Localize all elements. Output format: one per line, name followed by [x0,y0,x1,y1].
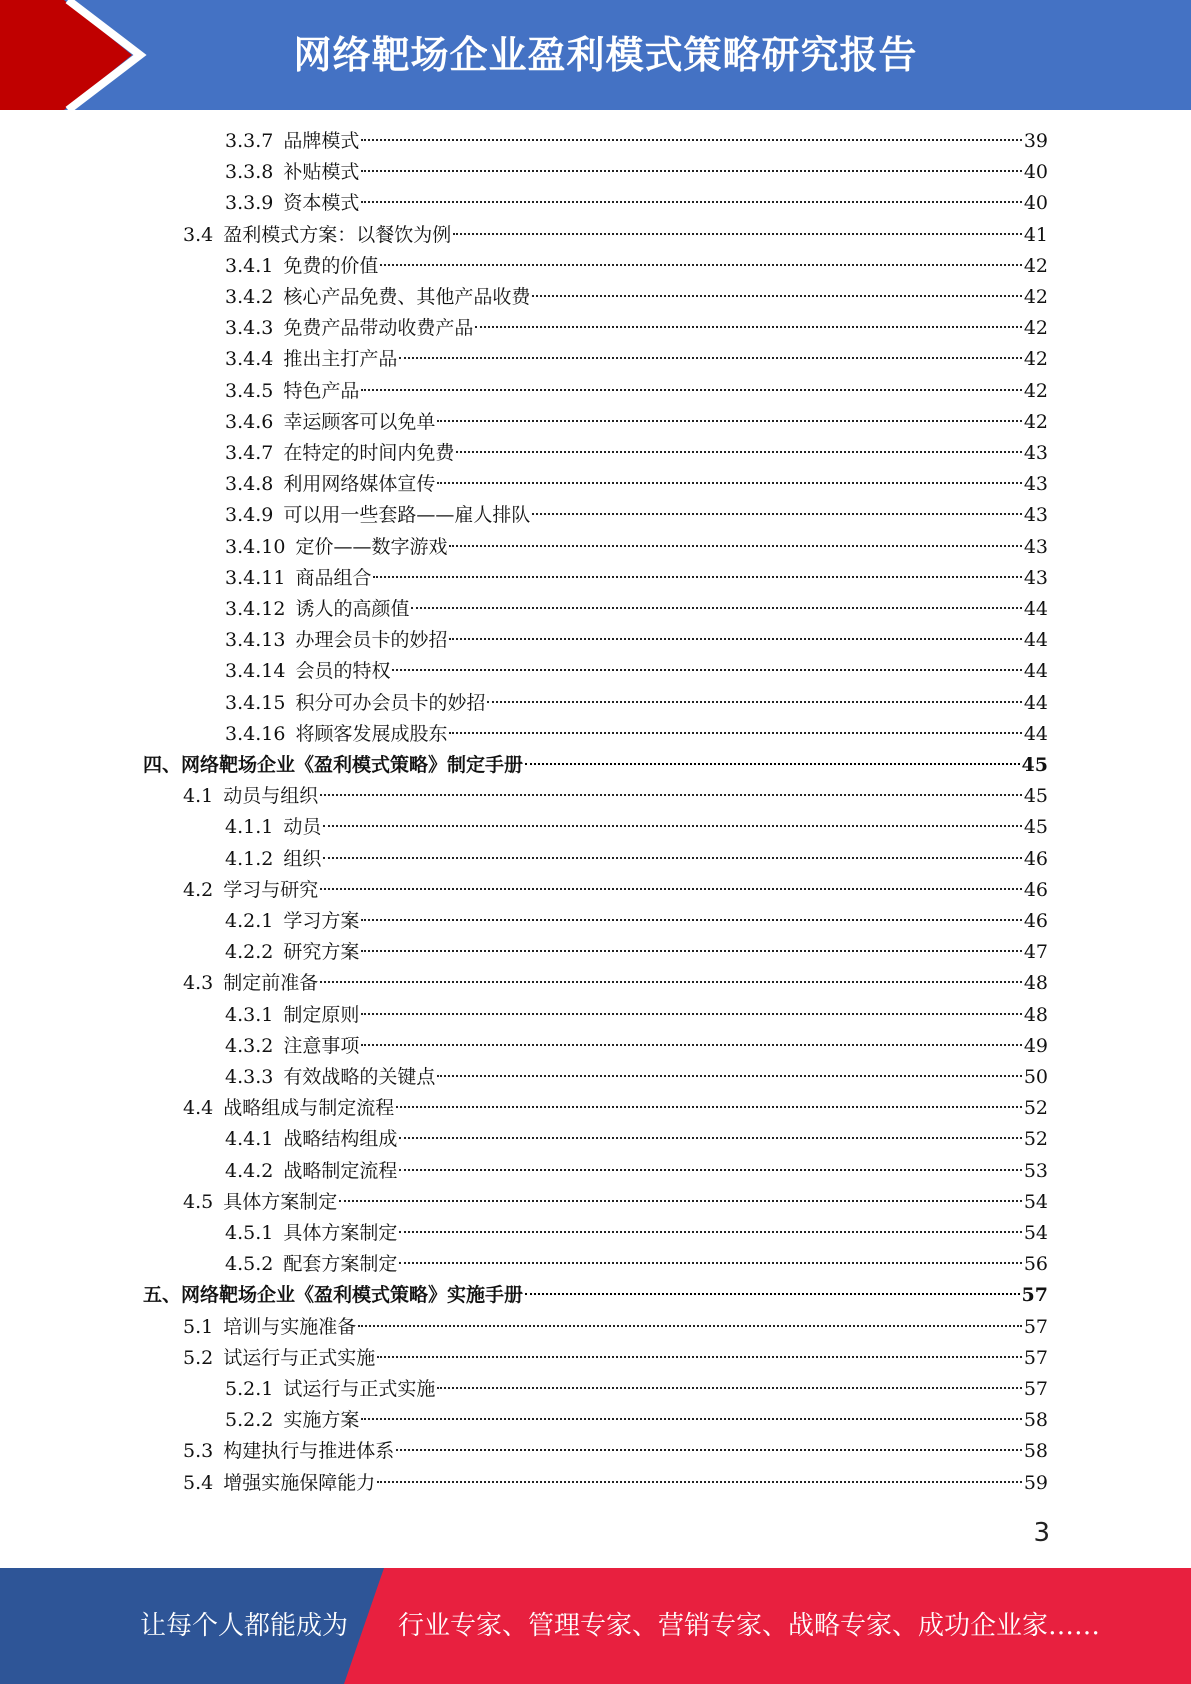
toc-entry-number: 3.4.5 [225,379,274,402]
toc-entry-title [183,220,451,251]
toc-entry[interactable] [225,376,1048,407]
toc-entry-label: 组织 [283,847,322,870]
toc-entry-number: 3.4.16 [225,722,286,745]
toc-entry[interactable] [225,1249,1048,1280]
toc-entry[interactable] [225,719,1048,750]
toc-entry[interactable] [225,563,1048,594]
toc-entry-number: 4.4 [183,1097,214,1120]
toc-page-number: 46 [1023,910,1048,932]
toc-entry-title [225,937,359,968]
toc-entry[interactable] [183,1187,1048,1218]
toc-page-number: 56 [1023,1253,1048,1276]
toc-entry-number: 5.1 [183,1315,214,1338]
toc-dot-leader [320,981,1022,983]
toc-dot-leader [399,1231,1021,1233]
toc-page-number: 53 [1023,1159,1048,1182]
toc-entry-label: 办理会员卡的妙招 [295,629,448,652]
toc-entry-title [225,1249,397,1280]
toc-page-number: 42 [1023,254,1048,277]
toc-entry-label: 网络靶场企业《盈利模式策略》制定手册 [181,754,524,776]
toc-entry[interactable] [225,625,1048,656]
toc-entry-label: 积分可办会员卡的妙招 [295,691,486,714]
toc-page-number: 40 [1023,161,1048,184]
toc-dot-leader [320,794,1022,796]
toc-entry-label: 定价——数字游戏 [295,535,448,558]
toc-entry-label: 制定前准备 [223,972,319,995]
toc-entry[interactable] [183,1436,1048,1467]
toc-entry-number: 3.4.13 [225,629,286,652]
toc-dot-leader [411,607,1021,609]
toc-entry-label: 资本模式 [283,192,360,215]
toc-entry[interactable] [225,812,1048,843]
toc-page-number: 42 [1023,379,1048,402]
toc-entry-number: 4.4.2 [225,1159,274,1182]
toc-entry-label: 实施方案 [283,1409,360,1432]
toc-entry-title [143,1280,523,1311]
toc-entry-number: 4.2 [183,878,214,901]
toc-entry-title [225,812,321,843]
toc-dot-leader [392,669,1021,671]
toc-dot-leader [449,545,1021,547]
toc-dot-leader [399,1137,1021,1139]
toc-entry-title [225,1124,397,1155]
toc-entry-number: 3.4.3 [225,317,274,340]
toc-entry-title [225,1156,397,1187]
footer-roles: 行业专家、管理专家、营销专家、战略专家、成功企业家…… [398,1611,1101,1641]
toc-entry-title [225,313,473,344]
toc-dot-leader [361,950,1021,952]
toc-entry-label: 幸运顾客可以免单 [283,410,436,433]
toc-page-number: 54 [1023,1190,1048,1213]
toc-entry-label: 注意事项 [283,1034,360,1057]
toc-entry[interactable] [225,1374,1048,1405]
toc-page-number: 45 [1023,816,1048,839]
toc-entry-label: 试运行与正式实施 [283,1378,436,1400]
toc-entry-label: 培训与实施准备 [223,1315,357,1338]
toc-page-number: 47 [1023,941,1048,964]
toc-entry[interactable] [183,220,1048,251]
toc-entry-number: 3.4.7 [225,442,274,464]
toc-entry-title [225,188,359,219]
toc-entry-title [225,407,435,438]
toc-entry-number: 3.3.9 [225,192,274,215]
toc-page-number: 40 [1023,192,1048,215]
toc-entry[interactable] [225,937,1048,968]
toc-page-number: 58 [1023,1409,1048,1432]
toc-entry-title [183,968,318,999]
toc-entry-title [225,344,397,375]
toc-entry-label: 免费的价值 [283,254,379,277]
toc-dot-leader [361,1044,1021,1046]
toc-entry-number: 3.4.1 [225,254,274,277]
page-footer [0,1568,1191,1684]
toc-entry[interactable] [225,532,1048,563]
toc-entry-label: 动员 [283,816,322,839]
toc-page-number: 43 [1023,566,1048,589]
toc-entry[interactable] [225,906,1048,937]
toc-page-number: 49 [1023,1034,1048,1057]
toc-entry-number: 3.4.2 [225,286,274,308]
toc-dot-leader [396,1106,1022,1108]
toc-page-number: 43 [1023,473,1048,496]
toc-entry-title [225,500,530,531]
toc-page-number: 44 [1023,629,1048,652]
toc-dot-leader [361,1013,1021,1015]
toc-entry[interactable] [225,1124,1048,1155]
toc-entry-number: 3.4.8 [225,473,274,496]
toc-chapter-entry[interactable] [143,1280,1048,1311]
toc-page-number: 44 [1023,598,1048,620]
toc-entry-number: 3.4.9 [225,504,274,527]
toc-dot-leader [525,1293,1020,1295]
toc-dot-leader [437,1075,1021,1077]
toc-entry-label: 具体方案制定 [283,1222,398,1244]
toc-dot-leader [377,1356,1022,1358]
toc-entry-title [225,282,530,313]
toc-page-number: 43 [1023,535,1048,558]
toc-entry[interactable] [225,126,1048,157]
toc-dot-leader [361,170,1021,172]
toc-dot-leader [525,763,1020,765]
toc-dot-leader [377,1481,1022,1483]
toc-entry[interactable] [183,1343,1048,1374]
toc-page-number: 57 [1021,1284,1048,1307]
toc-page-number: 41 [1023,223,1048,246]
toc-entry-label: 制定原则 [283,1003,360,1026]
toc-entry[interactable] [183,1312,1048,1343]
toc-dot-leader [437,1387,1021,1389]
toc-entry-number: 4.3.3 [225,1066,274,1088]
toc-dot-leader [358,1325,1022,1327]
toc-entry-number: 4.2.1 [225,910,274,932]
toc-page-number: 57 [1023,1378,1048,1400]
toc-entry[interactable] [225,1218,1048,1249]
toc-entry[interactable] [225,282,1048,313]
toc-entry-title [183,875,318,906]
toc-entry-label: 构建执行与推进体系 [223,1440,395,1463]
toc-entry-label: 配套方案制定 [283,1253,398,1276]
toc-entry[interactable] [225,469,1048,500]
toc-page-number: 46 [1023,878,1048,901]
toc-dot-leader [453,233,1022,235]
toc-entry-label: 将顾客发展成股东 [295,722,448,745]
toc-entry-label: 在特定的时间内免费 [283,442,455,464]
toc-page-number: 45 [1023,785,1048,808]
toc-dot-leader [323,857,1021,859]
toc-entry-title [225,1218,397,1249]
toc-entry-number: 5.2.2 [225,1409,274,1432]
toc-page-number: 54 [1023,1222,1048,1244]
toc-entry[interactable] [225,313,1048,344]
toc-entry-number: 4.3.1 [225,1003,274,1026]
toc-entry-number: 四、 [143,754,182,776]
toc-entry-label: 战略结构组成 [283,1128,398,1151]
toc-page-number: 48 [1023,972,1048,995]
toc-entry-number: 5.2 [183,1346,214,1369]
toc-dot-leader [399,1262,1021,1264]
toc-entry-number: 5.2.1 [225,1378,274,1400]
toc-entry-number: 4.5 [183,1190,214,1213]
toc-dot-leader [456,451,1021,453]
toc-entry-number: 4.1.1 [225,816,274,839]
toc-entry-label: 补贴模式 [283,161,360,184]
toc-entry-title [225,563,371,594]
toc-entry-title [225,251,378,282]
toc-entry-label: 特色产品 [283,379,360,402]
toc-dot-leader [399,1169,1021,1171]
toc-entry-label: 核心产品免费、其他产品收费 [283,286,531,308]
toc-entry-number: 4.1 [183,785,214,808]
toc-dot-leader [437,482,1021,484]
toc-entry-number: 3.3.7 [225,130,274,152]
toc-dot-leader [532,295,1021,297]
toc-entry[interactable] [225,688,1048,719]
toc-page-number: 44 [1023,722,1048,745]
toc-page-number: 45 [1021,754,1048,776]
toc-entry[interactable] [183,1468,1048,1499]
toc-entry-label: 盈利模式方案：以餐饮为例 [223,223,452,246]
toc-page-number: 44 [1023,691,1048,714]
toc-entry[interactable] [183,781,1048,812]
toc-page-number: 58 [1023,1440,1048,1463]
toc-entry-number: 5.4 [183,1471,214,1494]
toc-entry-title [183,1312,356,1343]
toc-dot-leader [532,513,1021,515]
toc-dot-leader [361,919,1021,921]
toc-entry-label: 研究方案 [283,941,360,964]
report-title: 网络靶场企业盈利模式策略研究报告 [293,33,918,77]
toc-entry[interactable] [183,968,1048,999]
toc-dot-leader [361,201,1021,203]
toc-dot-leader [399,357,1021,359]
toc-entry-title [225,656,390,687]
toc-entry-label: 试运行与正式实施 [223,1346,376,1369]
toc-page-number: 42 [1023,286,1048,308]
toc-dot-leader [361,1418,1021,1420]
toc-entry[interactable] [183,875,1048,906]
toc-entry-title [225,126,359,157]
page-header [0,0,1191,110]
toc-entry-number: 4.2.2 [225,941,274,964]
toc-entry-number: 3.4.6 [225,410,274,433]
toc-entry-title [225,625,447,656]
toc-entry-label: 品牌模式 [283,130,360,152]
toc-entry-number: 5.3 [183,1440,214,1463]
toc-entry-number: 4.1.2 [225,847,274,870]
toc-entry-title [225,906,359,937]
toc-page-number: 43 [1023,442,1048,464]
toc-entry-label: 可以用一些套路——雇人排队 [283,504,531,527]
toc-entry-title [225,1000,359,1031]
toc-dot-leader [449,732,1021,734]
toc-dot-leader [373,576,1021,578]
toc-entry[interactable] [225,594,1048,625]
toc-entry-label: 增强实施保障能力 [223,1471,376,1494]
toc-page-number: 39 [1023,130,1048,152]
toc-page-number: 42 [1023,317,1048,340]
toc-page-number: 57 [1023,1315,1048,1338]
toc-entry-label: 学习方案 [283,910,360,932]
toc-entry-label: 会员的特权 [295,660,391,683]
toc-entry-title [225,594,409,625]
toc-entry-title [183,1187,337,1218]
toc-entry-label: 战略组成与制定流程 [223,1097,395,1120]
toc-page-number: 43 [1023,504,1048,527]
toc-entry[interactable] [225,1062,1048,1093]
toc-entry[interactable] [225,251,1048,282]
toc-entry-title [225,469,435,500]
toc-entry-number: 3.3.8 [225,161,274,184]
toc-dot-leader [380,264,1021,266]
toc-entry-label: 商品组合 [295,566,372,589]
toc-entry-number: 五、 [143,1284,182,1307]
toc-page-number: 50 [1023,1066,1048,1088]
toc-entry[interactable] [225,1000,1048,1031]
toc-page-number: 59 [1023,1471,1048,1494]
toc-entry[interactable] [225,157,1048,188]
toc-entry[interactable] [183,1093,1048,1124]
toc-entry[interactable] [225,656,1048,687]
toc-page-number: 52 [1023,1097,1048,1120]
toc-entry-title [225,532,447,563]
toc-page-number: 57 [1023,1346,1048,1369]
toc-entry-label: 利用网络媒体宣传 [283,473,436,496]
toc-entry-title [225,719,447,750]
toc-page-number: 48 [1023,1003,1048,1026]
toc-dot-leader [487,701,1021,703]
toc-dot-leader [449,638,1021,640]
toc-page-number: 44 [1023,660,1048,683]
toc-entry-title [183,1468,375,1499]
toc-chapter-entry[interactable] [143,750,1048,781]
toc-entry-number: 3.4.4 [225,348,274,371]
toc-entry-title [183,1093,394,1124]
toc-entry-title [225,157,359,188]
toc-entry-title [225,1374,435,1405]
toc-entry-label: 具体方案制定 [223,1190,338,1213]
toc-entry-label: 网络靶场企业《盈利模式策略》实施手册 [181,1284,524,1307]
toc-entry[interactable] [225,500,1048,531]
toc-entry-title [183,1436,394,1467]
toc-entry-number: 4.5.1 [225,1222,274,1244]
toc-entry-number: 4.3 [183,972,214,995]
toc-entry-number: 3.4.10 [225,535,286,558]
toc-entry[interactable] [225,844,1048,875]
toc-entry-number: 4.5.2 [225,1253,274,1276]
toc-entry-number: 4.4.1 [225,1128,274,1151]
toc-entry-number: 3.4.14 [225,660,286,683]
toc-dot-leader [361,389,1021,391]
toc-dot-leader [437,420,1021,422]
toc-dot-leader [361,139,1021,141]
toc-entry-label: 诱人的高颜值 [295,598,410,620]
toc-entry-title [225,844,321,875]
toc-entry-label: 推出主打产品 [283,348,398,371]
toc-entry-number: 4.3.2 [225,1034,274,1057]
toc-entry-number: 3.4.15 [225,691,286,714]
toc-entry-title [225,1405,359,1436]
toc-entry-label: 免费产品带动收费产品 [283,317,474,340]
toc-dot-leader [320,888,1022,890]
toc-entry-number: 3.4 [183,223,214,246]
toc-page-number: 46 [1023,847,1048,870]
toc-entry-number: 3.4.11 [225,566,286,589]
toc-entry-title [225,688,485,719]
toc-dot-leader [323,825,1021,827]
toc-entry[interactable] [225,1156,1048,1187]
toc-entry-title [183,1343,375,1374]
toc-entry-title [225,438,454,469]
footer-slogan: 让每个人都能成为 [140,1611,349,1641]
toc-entry-label: 动员与组织 [223,785,319,808]
toc-entry[interactable] [225,188,1048,219]
toc-entry-title [143,750,523,781]
toc-entry-title [225,1031,359,1062]
toc-dot-leader [396,1449,1022,1451]
toc-page-number: 42 [1023,410,1048,433]
toc-entry[interactable] [225,1405,1048,1436]
toc-entry-label: 战略制定流程 [283,1159,398,1182]
toc-entry-label: 有效战略的关键点 [283,1066,436,1088]
toc-dot-leader [339,1200,1022,1202]
toc-entry-title [183,781,318,812]
toc-dot-leader [475,326,1021,328]
toc-entry[interactable] [225,1031,1048,1062]
toc-entry-label: 学习与研究 [223,878,319,901]
toc-entry[interactable] [225,407,1048,438]
toc-entry-title [225,376,359,407]
toc-page-number: 52 [1023,1128,1048,1151]
toc-entry[interactable] [225,438,1048,469]
toc-entry-title [225,1062,435,1093]
toc-entry-number: 3.4.12 [225,598,286,620]
page-number: 3 [1033,1518,1050,1548]
toc-page-number: 42 [1023,348,1048,371]
toc-entry[interactable] [225,344,1048,375]
